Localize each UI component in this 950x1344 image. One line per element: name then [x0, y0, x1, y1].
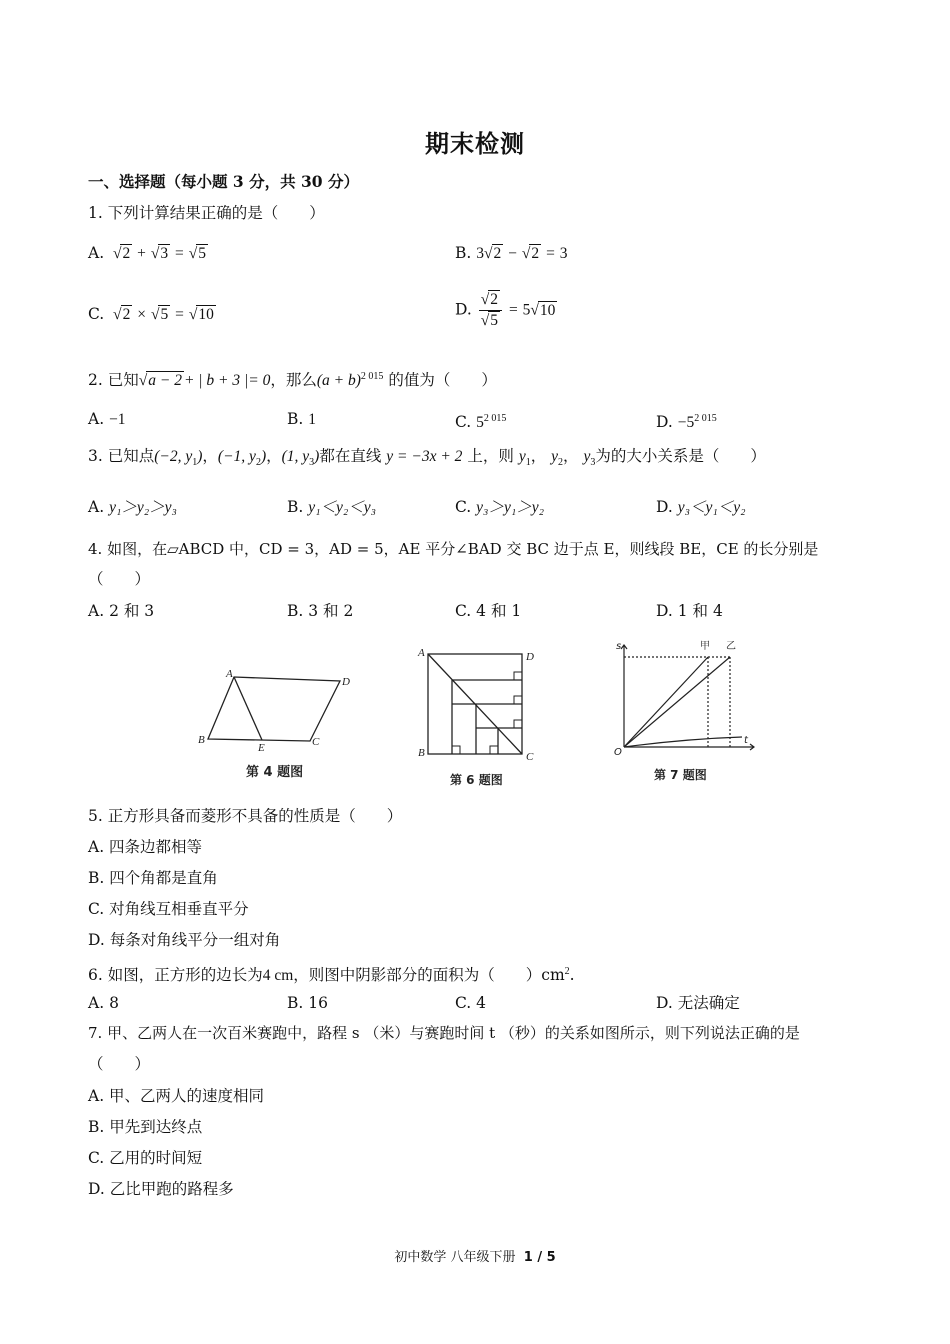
option-label: D. [656, 413, 673, 432]
question-1-option-d: D. $\frac{√2}{√5}$ = 5√10 [455, 291, 556, 329]
question-3-option-b [287, 496, 376, 519]
right-angle-mark [452, 746, 460, 754]
question-1-option-a: A. √2 + √3 = √5 [88, 244, 206, 262]
stem-text: 2. 已知 [88, 371, 139, 390]
question-1-option-b: B. 3√2 − √2 = 3 [455, 244, 568, 262]
point: (−1, y [217, 448, 256, 465]
radicand: 2 [122, 306, 131, 323]
option-label: D. [656, 994, 673, 1012]
axis-label: t [744, 735, 748, 746]
segment-ae [234, 677, 262, 740]
option-text: y₃＜y₁＜y₂ [677, 499, 746, 516]
figure-6-square [412, 642, 542, 792]
question-3-stem: 3. 已知点(−2, $y_1$)，(−1, $y_2$)，(1, $y_3$)都在直线 y = −3x + 2 上，则 $y_1$， $y_2$， $y_3$为的大小关系是（ ） [88, 447, 766, 469]
operator: = [546, 245, 555, 262]
section-heading: 一、选择题（每小题 3 分，共 30 分） [88, 172, 359, 191]
question-5-option-d: D. 每条对角线平分一组对角 [88, 931, 281, 949]
option-text: 3 和 2 [308, 602, 354, 620]
question-5-stem: 5. 正方形具备而菱形不具备的性质是（ ） [88, 807, 403, 825]
question-7-stem-line2: （ ） [88, 1055, 151, 1073]
figure-caption: 第 7 题图 [654, 768, 707, 782]
question-1-stem: 1. 下列计算结果正确的是（ ） [88, 204, 325, 222]
exponent: 2 015 [483, 413, 507, 424]
question-6-option-b [287, 992, 328, 1014]
vertex-label: A [418, 647, 425, 659]
operator: = [175, 245, 184, 262]
line-jia [624, 657, 708, 747]
option-label: C. [455, 602, 472, 620]
question-7-option-d: D. 乙比甲跑的路程多 [88, 1180, 234, 1198]
operator: + [137, 245, 146, 262]
vertex-label: C [312, 736, 320, 748]
point: (−2, y [154, 448, 193, 465]
option-label: B. [455, 244, 472, 262]
vertex-label: A [226, 668, 233, 680]
page-footer [0, 1246, 950, 1265]
question-4-option-c [455, 600, 521, 622]
right-angle-mark [514, 720, 522, 728]
stem-text: 3. 已知点 [88, 447, 155, 465]
operator: × [137, 306, 146, 323]
radicand: 2 [122, 245, 131, 262]
line-equation: y = −3x + 2 [386, 448, 463, 465]
figure-caption: 第 6 题图 [450, 773, 503, 787]
question-4-option-a [88, 600, 154, 622]
radicand: 2 [490, 291, 499, 308]
subscript: 2 [255, 457, 261, 469]
radicand: 5 [160, 306, 169, 323]
side-length: 4 cm [262, 967, 294, 985]
right-angle-mark [514, 696, 522, 704]
option-text: y₃＞y₁＞y₂ [476, 499, 544, 516]
right-angle-mark [490, 746, 498, 754]
option-label: C. [455, 413, 472, 432]
origin-label: O [614, 747, 622, 758]
axis-label: s [616, 641, 622, 652]
vertex-label: B [198, 734, 205, 746]
option-label: A. [88, 498, 105, 516]
radicand: 10 [198, 306, 214, 323]
option-label: B. [287, 602, 304, 620]
expr: + | b + 3 |= 0 [183, 372, 271, 390]
stem-text: 都在直线 [319, 447, 382, 465]
coefficient: 3 [476, 245, 485, 262]
question-6-stem [88, 961, 575, 987]
operator: − [508, 245, 517, 262]
question-3-option-c [455, 496, 544, 519]
option-label: D. [656, 498, 673, 516]
question-2-option-d [656, 408, 717, 434]
option-text: 5 [476, 414, 484, 432]
stem-text: ，那么 [270, 371, 317, 390]
radicand: a − 2 [148, 372, 182, 390]
stem-text: . [569, 966, 575, 985]
option-text: −1 [109, 411, 126, 428]
page-title: 期末检测 [425, 129, 525, 158]
option-label: C. [88, 305, 105, 323]
radicand: 5 [490, 312, 499, 329]
question-2-stem: 2. 已知√a − 2 + | b + 3 |= 0，那么$(a + b)^{2 015}$ 的值为（ ） [88, 371, 497, 390]
question-3-option-a [88, 496, 177, 519]
radicand: 2 [493, 245, 502, 262]
exponent: 2 015 [694, 413, 717, 424]
vertex-label: D [526, 651, 534, 663]
radicand: 10 [539, 301, 556, 319]
option-text: 8 [109, 994, 119, 1012]
figure-caption: 第 4 题图 [246, 765, 304, 780]
stem-text: ，则图中阴影部分的面积为（ ）cm [293, 966, 565, 985]
question-5-option-b: B. 四个角都是直角 [88, 869, 218, 887]
option-label: B. [287, 994, 304, 1012]
option-label: B. [287, 410, 304, 428]
option-label: A. [88, 410, 105, 428]
question-6-option-d [656, 992, 740, 1014]
question-7-option-a: A. 甲、乙两人的速度相同 [88, 1087, 265, 1105]
footer-text: 初中数学 八年级下册 [394, 1250, 516, 1265]
subscript: 1 [192, 457, 198, 469]
question-2-option-b [287, 408, 316, 431]
line-yi [624, 657, 730, 747]
option-label: A. [88, 244, 105, 262]
question-4-option-b [287, 600, 353, 622]
option-text: 4 [476, 994, 487, 1012]
stem-text: 的值为（ ） [388, 371, 497, 390]
option-label: D. [656, 602, 673, 620]
question-7-option-b: B. 甲先到达终点 [88, 1118, 203, 1136]
option-text: −5 [677, 414, 695, 432]
question-4-stem: 4. 如图，在▱ABCD 中，CD = 3，AD = 5，AE 平分∠BAD 交 BC 边于点 E，则线段 BE，CE 的长分别是 [88, 540, 819, 558]
radicand: 5 [198, 245, 206, 262]
series-label: 乙 [726, 641, 736, 652]
parallelogram-abcd [208, 677, 340, 741]
option-text: 4 和 1 [476, 602, 522, 620]
point: (1, y [281, 448, 310, 465]
option-label: A. [88, 602, 105, 620]
question-4-option-d [656, 600, 723, 622]
curve [624, 737, 742, 747]
option-label: C. [455, 498, 472, 516]
option-label: D. [455, 300, 472, 319]
question-3-option-d [656, 496, 746, 519]
question-2-option-a [88, 408, 126, 431]
question-7-stem: 7. 甲、乙两人在一次百米赛跑中，路程 s （米）与赛跑时间 t （秒）的关系如图所示，则下列说法正确的是 [88, 1024, 800, 1042]
vertex-label: C [526, 751, 534, 763]
figure-4-parallelogram [190, 665, 360, 785]
option-label: C. [455, 994, 472, 1012]
question-6-option-c [455, 992, 486, 1014]
option-label: B. [287, 498, 304, 516]
operator: = [175, 306, 184, 323]
stem-text: 6. 如图，正方形的边长为 [88, 966, 263, 985]
unit-exponent: 2 [564, 966, 570, 977]
option-text: y₁＞y₂＞y₃ [109, 499, 177, 516]
option-text: 无法确定 [677, 994, 740, 1012]
right-angle-mark [514, 672, 522, 680]
exponent: 2 015 [360, 371, 384, 382]
series-label: 甲 [700, 641, 710, 652]
option-label: A. [88, 994, 105, 1012]
question-6-option-a [88, 992, 119, 1014]
question-4-stem-line2: （ ） [88, 570, 151, 588]
expr: (a + b) [316, 372, 361, 390]
question-5-option-a: A. 四条边都相等 [88, 838, 203, 856]
operator: = [508, 301, 518, 319]
option-text: 1 和 4 [677, 602, 723, 620]
radicand: 2 [531, 245, 540, 262]
figure-7-graph [604, 635, 764, 785]
question-7-option-c: C. 乙用的时间短 [88, 1149, 203, 1167]
vertex-label: E [258, 742, 265, 754]
page-number: 1 / 5 [523, 1250, 556, 1265]
question-2-option-c [455, 408, 506, 434]
option-text: 1 [308, 411, 317, 428]
subscript: 3 [309, 457, 315, 469]
option-text: 16 [308, 994, 328, 1012]
radicand: 3 [160, 245, 169, 262]
option-text: 2 和 3 [109, 602, 155, 620]
result: 3 [559, 245, 568, 262]
vertex-label: D [342, 676, 350, 688]
question-5-option-c: C. 对角线互相垂直平分 [88, 900, 249, 918]
option-text: y₁＜y₂＜y₃ [308, 499, 377, 516]
question-1-option-c: C. √2 × √5 = √10 [88, 305, 214, 323]
vertex-label: B [418, 747, 425, 759]
coefficient: 5 [522, 301, 531, 319]
stem-text: 上，则 [467, 447, 514, 465]
stem-text: 为的大小关系是（ ） [595, 447, 766, 465]
